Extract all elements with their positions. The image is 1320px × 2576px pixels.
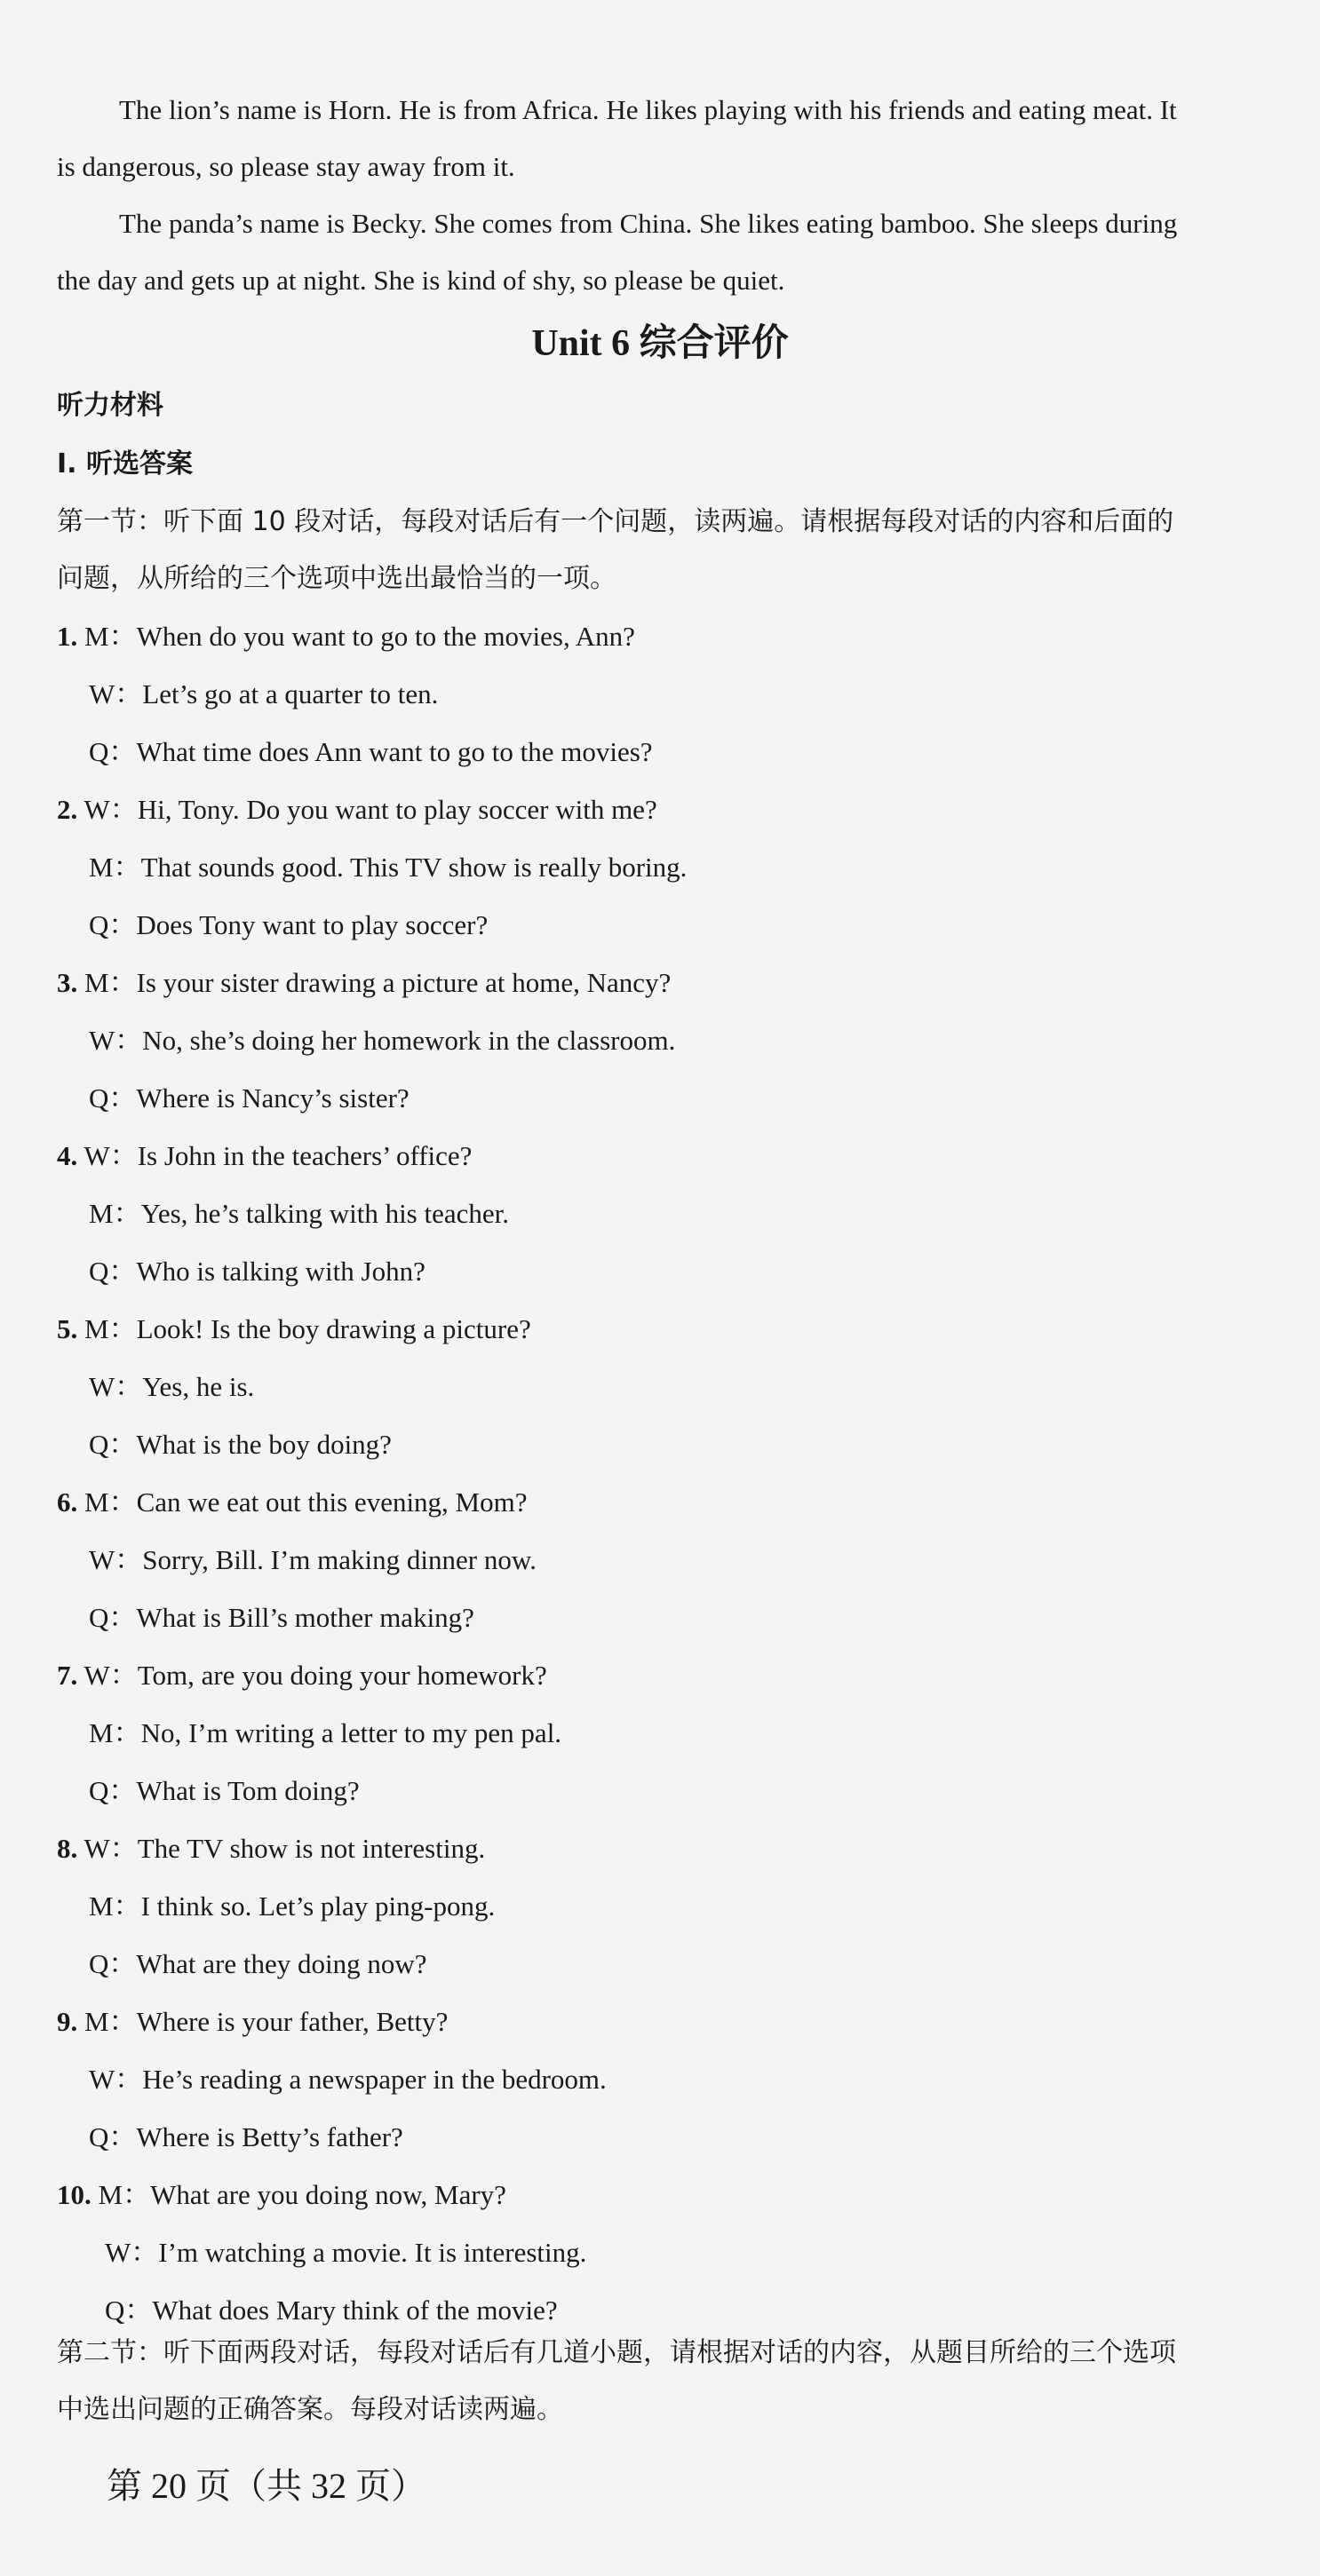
dialogue-8-line-3 xyxy=(89,1942,427,1986)
dialogue-line-text: W：Is John in the teachers’ office? xyxy=(83,1140,473,1171)
dialogue-line-text: M：That sounds good. This TV show is really boring. xyxy=(89,852,688,883)
dialogue-number: 5. xyxy=(57,1313,78,1344)
dialogue-5-line-3 xyxy=(89,1423,392,1467)
dialogue-line-text: Q：What time does Ann want to go to the movies? xyxy=(89,736,653,767)
dialogue-line-text: W：He’s reading a newspaper in the bedroom. xyxy=(89,2064,607,2095)
dialogue-1-line-3 xyxy=(89,730,653,774)
dialogue-number: 3. xyxy=(57,967,78,998)
dialogue-4-line-1 xyxy=(57,1134,472,1178)
dialogue-line-text: M：When do you want to go to the movies, Ann? xyxy=(84,621,635,652)
dialogue-number: 6. xyxy=(57,1486,78,1518)
dialogue-line-text: M：No, I’m writing a letter to my pen pal. xyxy=(89,1717,562,1748)
dialogue-9-line-2 xyxy=(89,2057,607,2102)
dialogue-line-text: M：What are you doing now, Mary? xyxy=(98,2179,506,2210)
dialogue-line-text: W：Sorry, Bill. I’m making dinner now. xyxy=(89,1544,537,1575)
dialogue-line-text: W：Hi, Tony. Do you want to play soccer with me? xyxy=(83,794,657,825)
dialogue-line-text: W：I’m watching a movie. It is interesting. xyxy=(105,2237,587,2268)
dialogue-number: 9. xyxy=(57,2006,78,2037)
dialogue-line-text: W：Let’s go at a quarter to ten. xyxy=(89,678,439,709)
dialogue-2-line-2 xyxy=(89,845,687,890)
unit-title: Unit 6 综合评价 xyxy=(531,323,789,364)
dialogue-number: 10. xyxy=(57,2179,91,2210)
dialogue-2-line-3 xyxy=(89,903,488,947)
dialogue-5-line-2 xyxy=(89,1365,254,1409)
dialogue-line-text: M：Yes, he’s talking with his teacher. xyxy=(89,1198,510,1229)
dialogue-2-line-1 xyxy=(57,788,657,832)
dialogue-3-line-3 xyxy=(89,1076,410,1121)
section2-instructions: 第二节：听下面两段对话，每段对话后有几道小题，请根据对话的内容，从题目所给的三个选项中选出问题的正确答案。每段对话读两遍。 xyxy=(57,2337,1176,2425)
dialogue-7-line-2 xyxy=(89,1711,561,1756)
dialogue-7-line-1 xyxy=(57,1653,547,1698)
dialogue-3-line-1 xyxy=(57,961,671,1005)
dialogue-line-text: W：No, she’s doing her homework in the classroom. xyxy=(89,1025,676,1056)
dialogue-line-text: M：Where is your father, Betty? xyxy=(84,2006,449,2037)
dialogue-3-line-2 xyxy=(89,1019,675,1063)
dialogue-10-line-1 xyxy=(57,2173,506,2217)
dialogue-line-text: Q：What does Mary think of the movie? xyxy=(105,2295,558,2326)
dialogue-line-text: Q：What is the boy doing? xyxy=(89,1429,392,1460)
dialogue-1-line-1 xyxy=(57,614,635,659)
dialogue-line-text: M：Look! Is the boy drawing a picture? xyxy=(84,1313,531,1344)
dialogue-line-text: Q：Who is talking with John? xyxy=(89,1256,425,1287)
dialogue-line-text: Q：What are they doing now? xyxy=(89,1948,427,1979)
dialogue-6-line-2 xyxy=(89,1538,537,1582)
dialogue-number: 1. xyxy=(57,621,78,652)
dialogue-line-text: Q：Where is Betty’s father? xyxy=(89,2121,403,2152)
dialogue-line-text: W：Yes, he is. xyxy=(89,1371,255,1402)
intro-paragraph-panda-text: The panda’s name is Becky. She comes from China. She likes eating bamboo. She sleeps during the day and gets up at night. She is kind of shy, so please be quiet. xyxy=(57,208,1178,296)
dialogue-6-line-1 xyxy=(57,1480,528,1525)
dialogue-8-line-1 xyxy=(57,1827,485,1871)
dialogue-8-line-2 xyxy=(89,1884,495,1929)
dialogue-4-line-3 xyxy=(89,1249,425,1294)
dialogue-number: 2. xyxy=(57,794,78,825)
dialogue-line-text: W：Tom, are you doing your homework? xyxy=(83,1660,547,1691)
dialogue-line-text: Q：What is Bill’s mother making? xyxy=(89,1602,474,1633)
dialogue-line-text: Q：Does Tony want to play soccer? xyxy=(89,909,489,940)
intro-paragraph-lion xyxy=(57,82,1185,195)
page-footer: 第 20 页（共 32 页） xyxy=(107,2466,426,2506)
dialogue-9-line-3 xyxy=(89,2115,403,2160)
dialogue-6-line-3 xyxy=(89,1596,474,1640)
dialogue-line-text: Q：What is Tom doing? xyxy=(89,1775,360,1806)
dialogue-line-text: M：Is your sister drawing a picture at home, Nancy? xyxy=(84,967,672,998)
intro-paragraph-lion-text: The lion’s name is Horn. He is from Africa. He likes playing with his friends and eating meat. It is dangerous, so please stay away from it. xyxy=(57,94,1177,182)
dialogue-number: 8. xyxy=(57,1833,78,1864)
dialogue-line-text: M：I think so. Let’s play ping-pong. xyxy=(89,1890,496,1922)
dialogue-7-line-3 xyxy=(89,1769,360,1813)
dialogue-number: 4. xyxy=(57,1140,78,1171)
dialogue-5-line-1 xyxy=(57,1307,531,1351)
part1-heading: Ⅰ. 听选答案 xyxy=(57,448,194,480)
dialogue-line-text: W：The TV show is not interesting. xyxy=(83,1833,486,1864)
dialogue-line-text: M：Can we eat out this evening, Mom? xyxy=(84,1486,528,1518)
dialogue-9-line-1 xyxy=(57,2000,448,2044)
dialogue-10-line-2 xyxy=(105,2231,586,2275)
dialogue-line-text: Q：Where is Nancy’s sister? xyxy=(89,1082,410,1114)
section-heading: 听力材料 xyxy=(57,390,163,421)
dialogue-1-line-2 xyxy=(89,672,438,717)
intro-paragraph-panda xyxy=(57,195,1185,309)
dialogue-4-line-2 xyxy=(89,1192,509,1236)
section1-instructions: 第一节：听下面 10 段对话，每段对话后有一个问题，读两遍。请根据每段对话的内容和后面的问题，从所给的三个选项中选出最恰当的一项。 xyxy=(57,506,1174,594)
dialogue-number: 7. xyxy=(57,1660,78,1691)
